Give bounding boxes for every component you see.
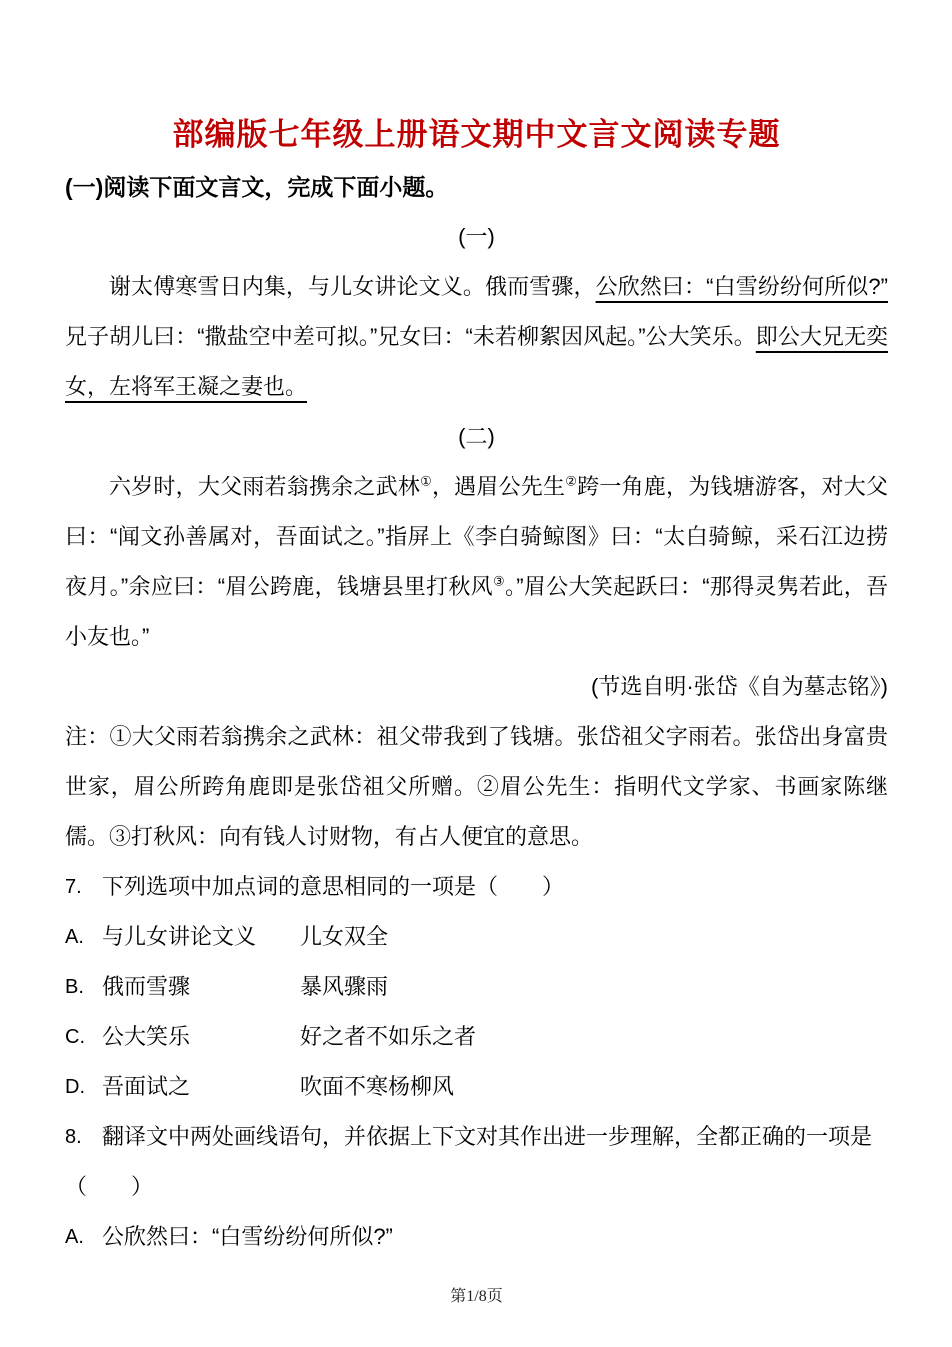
- passage1-underlined-segment-2: 即公大兄无奕女，左将军王凝之妻也。: [65, 324, 888, 399]
- passage1-underlined-segment-1: 公欣然曰：“白雪纷纷何所似?”: [595, 274, 888, 299]
- passage2-label: (二): [458, 424, 495, 449]
- question-7-option-b: [65, 962, 888, 1012]
- passage1-segment-1: 谢太傅寒雪日内集，与儿女讲论文义。俄而雪骤，: [109, 274, 596, 299]
- option-phrase: 与儿女讲论文义: [102, 924, 257, 949]
- question-7: [65, 862, 888, 912]
- question-7-number: 7.: [65, 876, 82, 898]
- option-phrase: 公大笑乐: [102, 1024, 191, 1049]
- question-7-stem: 下列选项中加点词的意思相同的一项是（ ）: [102, 874, 565, 899]
- question-8-option-a: [65, 1212, 888, 1262]
- passage2-attribution: (节选自明·张岱《自为墓志铭》): [591, 674, 888, 699]
- option-comparison: 吹面不寒杨柳风: [300, 1074, 455, 1099]
- passage2-text: [65, 462, 888, 662]
- passage2-segment-2: ，遇眉公先生: [431, 474, 566, 499]
- question-8-answer-blank: （ ）: [65, 1174, 154, 1199]
- question-8-stem: 翻译文中两处画线语句，并依据上下文对其作出进一步理解，全都正确的一项是: [102, 1124, 873, 1149]
- option-phrase: 吾面试之: [102, 1074, 191, 1099]
- option-label: C.: [65, 1026, 85, 1048]
- option-label: A.: [65, 1226, 84, 1248]
- passage1-text: [65, 262, 888, 412]
- question-7-option-d: [65, 1062, 888, 1112]
- page-number: 第1/8页: [450, 1288, 503, 1305]
- note-reference-1: ①: [420, 473, 432, 489]
- option-phrase: 俄而雪骤: [102, 974, 191, 999]
- option-text: 公欣然曰：“白雪纷纷何所似?”: [102, 1224, 393, 1249]
- passage2-segment-3: 跨一角鹿，为钱塘游客，对大父曰：“闻文孙善属对，吾面试之。”指屏上《李白骑鲸图》曰：“太白骑鲸，采石江边捞夜月。”余应曰：“眉公跨鹿，钱塘县里打秋风: [65, 474, 888, 599]
- option-comparison: 儿女双全: [300, 924, 389, 949]
- section-intro: (一)阅读下面文言文，完成下面小题。: [65, 174, 449, 200]
- option-comparison: 暴风骤雨: [300, 974, 389, 999]
- option-comparison: 好之者不如乐之者: [300, 1024, 477, 1049]
- note-reference-3: ③: [492, 573, 505, 589]
- passage1-segment-2: 兄子胡儿曰：“撒盐空中差可拟。”兄女曰：“未若柳絮因风起。”公大笑乐。: [65, 324, 756, 349]
- question-8-number: 8.: [65, 1126, 82, 1148]
- question-7-option-c: [65, 1012, 888, 1062]
- footnotes: 注：①大父雨若翁携余之武林：祖父带我到了钱塘。张岱祖父字雨若。张岱出身富贵世家，眉公所跨角鹿即是张岱祖父所赠。②眉公先生：指明代文学家、书画家陈继儒。③打秋风：向有钱人讨财物，有占人便宜的意思。: [65, 724, 888, 849]
- option-label: D.: [65, 1076, 85, 1098]
- note-reference-2: ②: [565, 473, 578, 489]
- question-8: [65, 1112, 888, 1162]
- option-label: A.: [65, 926, 84, 948]
- question-7-option-a: [65, 912, 888, 962]
- option-label: B.: [65, 976, 84, 998]
- passage2-segment-4: 。”眉公大笑起跃曰：“那得灵隽若此，吾小友也。”: [65, 574, 889, 649]
- passage1-label: (一): [458, 224, 495, 249]
- passage2-segment-1: 六岁时，大父雨若翁携余之武林: [109, 474, 421, 499]
- page-title: 部编版七年级上册语文期中文言文阅读专题: [172, 117, 781, 152]
